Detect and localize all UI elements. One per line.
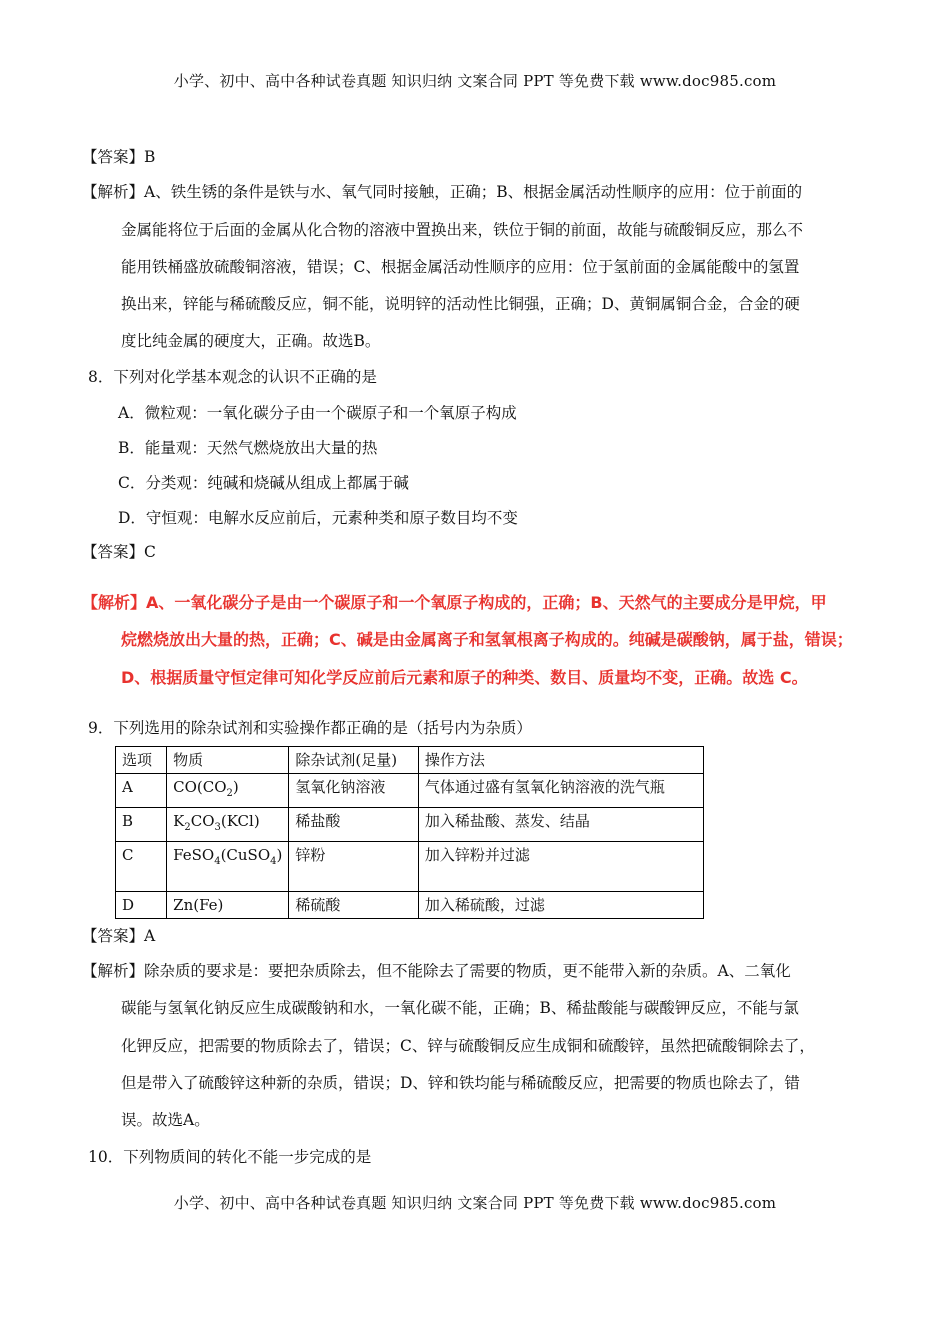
q8-question: 8．下列对化学基本观念的认识不正确的是 (88, 368, 377, 386)
header-reagent: 除杂试剂(足量) (289, 747, 418, 774)
row-b-method: 加入稀盐酸、蒸发、结晶 (418, 808, 703, 842)
q9-explanation-line-5: 误。故选A。 (121, 1111, 210, 1129)
row-a-reagent: 氢氧化钠溶液 (289, 774, 418, 808)
q8-option-d: D．守恒观：电解水反应前后，元素种类和原子数目均不变 (118, 509, 518, 527)
row-c-method: 加入锌粉并过滤 (418, 842, 703, 892)
row-b-substance: $K_2CO_3(KCl)$ (167, 808, 289, 842)
q9-explanation-line-1: 【解析】除杂质的要求是：要把杂质除去，但不能除去了需要的物质，更不能带入新的杂质。A、二氧化 (82, 962, 791, 980)
page-footer: 小学、初中、高中各种试卷真题 知识归纳 文案合同 PPT 等免费下载 www.doc985.com (173, 1194, 777, 1212)
q9-question: 9．下列选用的除杂试剂和实验操作都正确的是（括号内为杂质） (88, 719, 532, 737)
row-c-reagent: 锌粉 (289, 842, 418, 892)
table-row (116, 892, 704, 919)
header-substance: 物质 (167, 747, 289, 774)
q9-explanation-line-4: 但是带入了硫酸锌这种新的杂质，错误；D、锌和铁均能与稀硫酸反应，把需要的物质也除去了，错 (121, 1074, 800, 1092)
row-a-option: A (116, 774, 167, 808)
table-row (116, 774, 704, 808)
q8-option-b: B．能量观：天然气燃烧放出大量的热 (118, 439, 378, 457)
header-method: 操作方法 (418, 747, 703, 774)
q8-explanation-line-3: D、根据质量守恒定律可知化学反应前后元素和原子的种类、数目、质量均不变，正确。故选 C。 (121, 668, 808, 687)
q9-options-table (115, 746, 704, 919)
q9-explanation-line-2: 碳能与氢氧化钠反应生成碳酸钠和水，一氧化碳不能，正确；B、稀盐酸能与碳酸钾反应，不能与氯 (121, 999, 799, 1017)
page-header: 小学、初中、高中各种试卷真题 知识归纳 文案合同 PPT 等免费下载 www.doc985.com (173, 72, 777, 90)
q8-explanation-line-1: 【解析】A、一氧化碳分子是由一个碳原子和一个氧原子构成的，正确；B、天然气的主要成分是甲烷，甲 (82, 593, 827, 612)
row-b-reagent: 稀盐酸 (289, 808, 418, 842)
row-d-option: D (116, 892, 167, 919)
q8-explanation-line-2: 烷燃烧放出大量的热，正确；C、碱是由金属离子和氢氧根离子构成的。纯碱是碳酸钠，属于盐，错误； (121, 630, 853, 649)
row-b-option: B (116, 808, 167, 842)
row-a-substance: $CO(CO_2)$ (167, 774, 289, 808)
row-c-option: C (116, 842, 167, 892)
row-d-substance: Zn(Fe) (167, 892, 289, 919)
q7-explanation-line-4: 换出来，锌能与稀硫酸反应，铜不能，说明锌的活动性比铜强，正确；D、黄铜属铜合金，合金的硬 (121, 295, 800, 313)
row-a-method: 气体通过盛有氢氧化钠溶液的洗气瓶 (418, 774, 703, 808)
row-c-substance: FeSO$_4$(CuSO$_4$) (167, 842, 289, 892)
q8-answer: 【答案】C (82, 543, 156, 561)
q9-answer: 【答案】A (82, 927, 156, 945)
row-d-method: 加入稀硫酸，过滤 (418, 892, 703, 919)
q7-explanation-line-1: 【解析】A、铁生锈的条件是铁与水、氧气同时接触，正确；B、根据金属活动性顺序的应用：位于前面的 (82, 183, 803, 201)
header-option: 选项 (116, 747, 167, 774)
q9-explanation-line-3: 化钾反应，把需要的物质除去了，错误；C、锌与硫酸铜反应生成铜和硫酸锌，虽然把硫酸铜除去了， (121, 1037, 815, 1055)
table-header-row (116, 747, 704, 774)
table-row (116, 808, 704, 842)
q7-explanation-line-3: 能用铁桶盛放硫酸铜溶液，错误；C、根据金属活动性顺序的应用：位于氢前面的金属能酸中的氢置 (121, 258, 800, 276)
row-d-reagent: 稀硫酸 (289, 892, 418, 919)
q7-explanation-line-2: 金属能将位于后面的金属从化合物的溶液中置换出来，铁位于铜的前面，故能与硫酸铜反应，那么不 (121, 221, 804, 239)
q10-question: 10．下列物质间的转化不能一步完成的是 (88, 1148, 372, 1166)
q7-explanation-line-5: 度比纯金属的硬度大，正确。故选B。 (121, 332, 381, 350)
q7-answer: 【答案】B (82, 148, 156, 166)
q8-option-c: C．分类观：纯碱和烧碱从组成上都属于碱 (118, 474, 409, 492)
q8-option-a: A．微粒观：一氧化碳分子由一个碳原子和一个氧原子构成 (118, 404, 517, 422)
table-row (116, 842, 704, 892)
